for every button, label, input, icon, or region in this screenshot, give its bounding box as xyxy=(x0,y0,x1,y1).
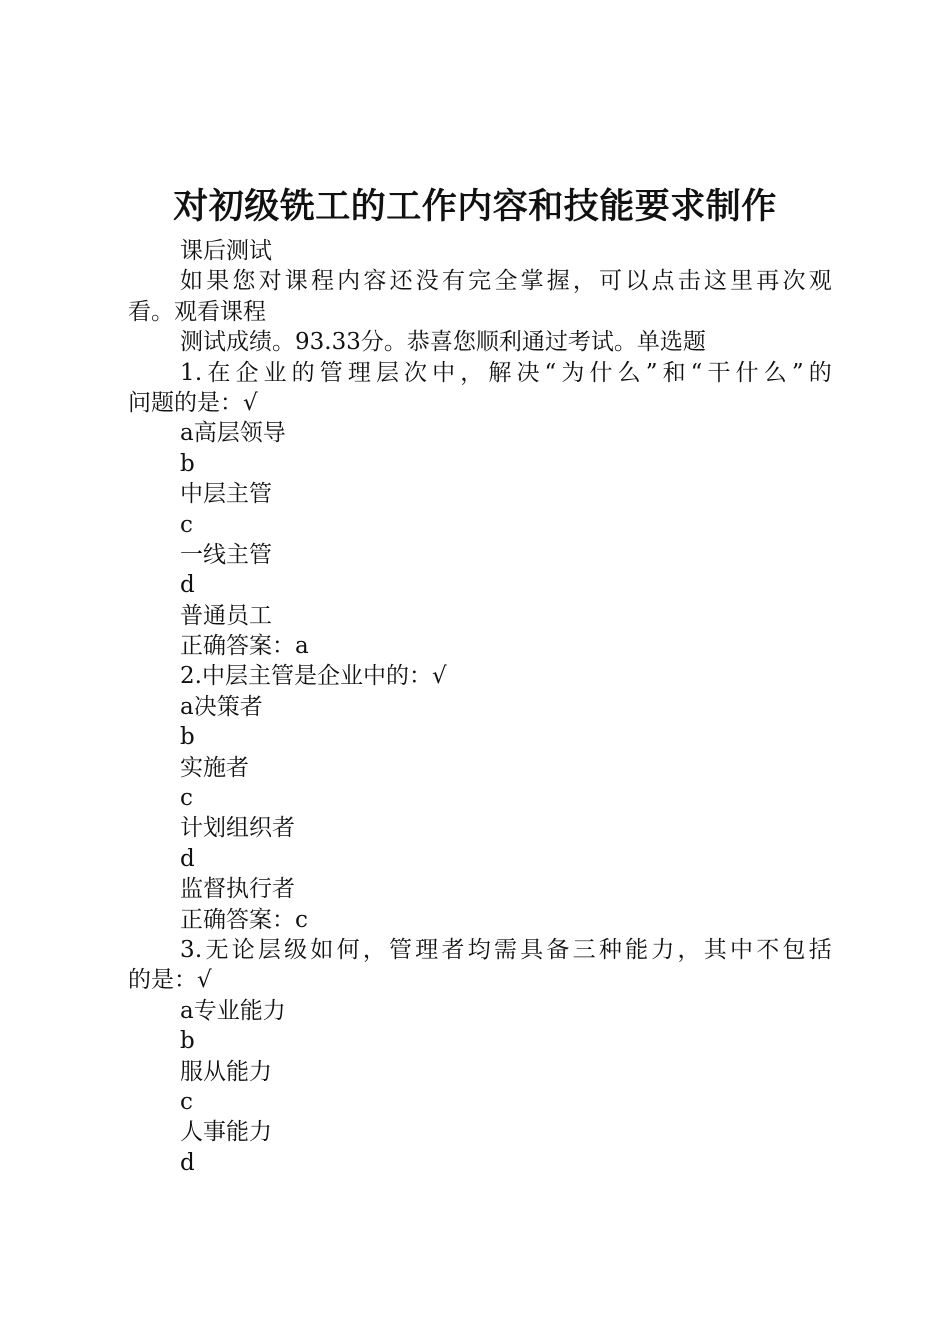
document-body xyxy=(128,236,832,1178)
option-line: 实施者 xyxy=(180,754,249,781)
answer-line: 正确答案：a xyxy=(180,633,309,660)
option-letter: d xyxy=(180,1149,195,1176)
option-letter: d xyxy=(180,572,195,599)
option-line: 服从能力 xyxy=(180,1058,272,1085)
option-letter: c xyxy=(180,785,193,812)
option-line: 一线主管 xyxy=(180,541,272,568)
option-letter: b xyxy=(180,450,195,477)
option-line: a专业能力 xyxy=(180,997,286,1024)
question-text: 2.中层主管是企业中的：√ xyxy=(180,663,447,690)
option-line: 监督执行者 xyxy=(180,876,295,903)
question-text: 问题的是：√ xyxy=(128,389,258,416)
option-letter: b xyxy=(180,724,195,751)
answer-line: 正确答案：c xyxy=(180,906,308,933)
document-title: 对初级铣工的工作内容和技能要求制作 xyxy=(173,187,777,227)
option-line: a决策者 xyxy=(180,693,263,720)
option-line: 普通员工 xyxy=(180,602,272,629)
question-text: 的是：√ xyxy=(128,967,212,994)
option-line: 计划组织者 xyxy=(180,815,295,842)
option-letter: b xyxy=(180,1028,195,1055)
question-text: 1.在企业的管理层次中，解决“为什么”和“干什么”的 xyxy=(180,359,832,386)
option-line: 人事能力 xyxy=(180,1119,272,1146)
paragraph-line: 看。观看课程 xyxy=(128,298,266,325)
question-text: 3.无论层级如何，管理者均需具备三种能力，其中不包括 xyxy=(180,936,832,963)
option-letter: c xyxy=(180,1088,193,1115)
paragraph-line: 如果您对课程内容还没有完全掌握，可以点击这里再次观 xyxy=(180,268,832,295)
option-line: 中层主管 xyxy=(180,481,272,508)
option-letter: d xyxy=(180,845,195,872)
option-line: a高层领导 xyxy=(180,420,286,447)
section-heading: 课后测试 xyxy=(180,238,272,264)
option-letter: c xyxy=(180,511,193,538)
score-line: 测试成绩。93.33分。恭喜您顺利通过考试。单选题 xyxy=(180,329,706,356)
